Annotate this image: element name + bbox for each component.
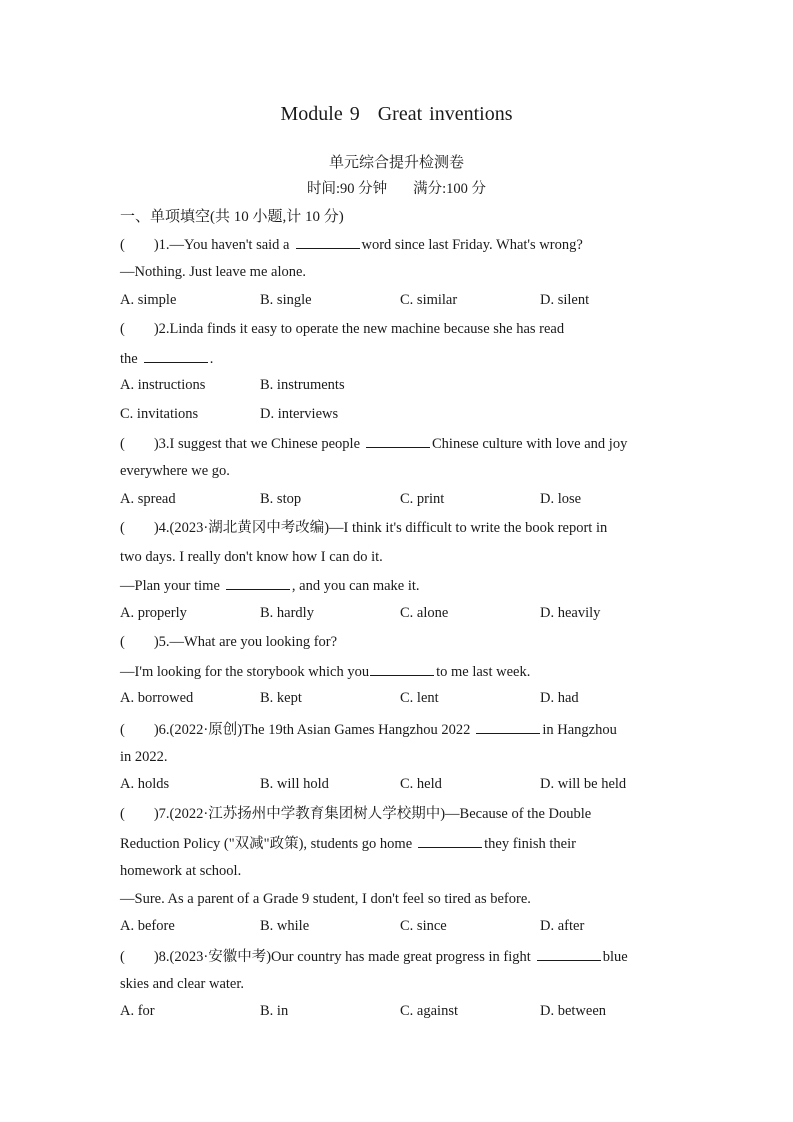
- option-c[interactable]: C. since: [400, 918, 447, 934]
- page-title: [0, 103, 793, 126]
- question-2-line-1: ( )2.Linda finds it easy to operate the new machine because she has read: [120, 321, 565, 337]
- option-a[interactable]: A. borrowed: [120, 690, 194, 706]
- option-b[interactable]: B. kept: [260, 690, 302, 706]
- question-4-line-1: ( )4.(2023·湖北黄冈中考改编)—I think it's difficult to write the book report in: [120, 520, 608, 536]
- answer-blank[interactable]: [296, 235, 360, 249]
- option-c[interactable]: C. lent: [400, 690, 439, 706]
- question-5-options: [120, 690, 720, 708]
- option-a[interactable]: A. properly: [120, 605, 187, 621]
- question-1-options: [120, 292, 720, 310]
- answer-blank[interactable]: [144, 349, 208, 363]
- option-a[interactable]: A. holds: [120, 776, 170, 792]
- title-name: Great inventions: [377, 103, 513, 125]
- option-b[interactable]: B. hardly: [260, 605, 314, 621]
- answer-blank[interactable]: [537, 947, 601, 961]
- option-c[interactable]: C. alone: [400, 605, 449, 621]
- question-4-line-3: —Plan your time , and you can make it.: [120, 578, 420, 594]
- question-4-options: [120, 605, 720, 623]
- question-6-line-2: in 2022.: [120, 749, 168, 765]
- answer-blank[interactable]: [476, 720, 540, 734]
- option-c[interactable]: C. invitations: [120, 406, 199, 422]
- question-2-options-row-2: [120, 406, 720, 424]
- question-4-line-2: two days. I really don't know how I can do it.: [120, 549, 383, 565]
- question-1-line-2: —Nothing. Just leave me alone.: [120, 264, 307, 280]
- option-b[interactable]: B. in: [260, 1003, 289, 1019]
- option-a[interactable]: A. before: [120, 918, 175, 934]
- question-6-line-1: ( )6.(2022·原创)The 19th Asian Games Hangzhou 2022 in Hangzhou: [120, 722, 617, 738]
- question-7-line-1: ( )7.(2022·江苏扬州中学教育集团树人学校期中)—Because of the Double: [120, 806, 592, 822]
- exam-time: 时间:90 分钟: [306, 181, 388, 197]
- option-c[interactable]: C. held: [400, 776, 442, 792]
- answer-blank[interactable]: [370, 662, 434, 676]
- exam-score: 满分:100 分: [413, 181, 487, 197]
- option-b[interactable]: B. instruments: [260, 377, 345, 393]
- question-6-options: [120, 776, 720, 794]
- option-b[interactable]: B. single: [260, 292, 312, 308]
- question-5-line-1: ( )5.—What are you looking for?: [120, 634, 338, 650]
- option-d[interactable]: D. interviews: [260, 406, 339, 422]
- option-d[interactable]: D. between: [540, 1003, 607, 1019]
- title-module: Module 9: [280, 103, 360, 125]
- option-d[interactable]: D. lose: [540, 491, 582, 507]
- option-b[interactable]: B. stop: [260, 491, 302, 507]
- answer-blank[interactable]: [226, 576, 290, 590]
- option-d[interactable]: D. silent: [540, 292, 590, 308]
- option-d[interactable]: D. will be held: [540, 776, 627, 792]
- option-d[interactable]: D. after: [540, 918, 585, 934]
- question-1-line-1: ( )1.—You haven't said a word since last Friday. What's wrong?: [120, 237, 583, 253]
- option-c[interactable]: C. against: [400, 1003, 458, 1019]
- option-a[interactable]: A. spread: [120, 491, 176, 507]
- option-b[interactable]: B. will hold: [260, 776, 329, 792]
- question-3-options: [120, 491, 720, 509]
- option-a[interactable]: A. for: [120, 1003, 155, 1019]
- page-subtitle: 单元综合提升检测卷: [328, 155, 464, 171]
- question-8-options: [120, 1003, 720, 1021]
- answer-blank[interactable]: [418, 834, 482, 848]
- question-8-line-1: ( )8.(2023·安徽中考)Our country has made great progress in fight blue: [120, 949, 628, 965]
- option-d[interactable]: D. had: [540, 690, 579, 706]
- section-heading: 一、单项填空(共 10 小题,计 10 分): [120, 209, 344, 225]
- question-3-line-1: ( )3.I suggest that we Chinese people Chinese culture with love and joy: [120, 436, 628, 452]
- question-8-line-2: skies and clear water.: [120, 976, 245, 992]
- question-2-options-row-1: [120, 377, 720, 395]
- option-a[interactable]: A. instructions: [120, 377, 206, 393]
- question-3-line-2: everywhere we go.: [120, 463, 230, 479]
- exam-info: [0, 177, 793, 198]
- answer-blank[interactable]: [366, 434, 430, 448]
- question-7-line-2: Reduction Policy ("双减"政策), students go home they finish their: [120, 836, 576, 852]
- option-c[interactable]: C. print: [400, 491, 445, 507]
- option-c[interactable]: C. similar: [400, 292, 458, 308]
- question-7-line-3: homework at school.: [120, 863, 242, 879]
- question-2-line-2: the .: [120, 351, 214, 367]
- question-7-line-4: —Sure. As a parent of a Grade 9 student, I don't feel so tired as before.: [120, 891, 531, 907]
- option-b[interactable]: B. while: [260, 918, 310, 934]
- question-7-options: [120, 918, 720, 936]
- option-d[interactable]: D. heavily: [540, 605, 601, 621]
- option-a[interactable]: A. simple: [120, 292, 177, 308]
- question-5-line-2: —I'm looking for the storybook which you to me last week.: [120, 664, 531, 680]
